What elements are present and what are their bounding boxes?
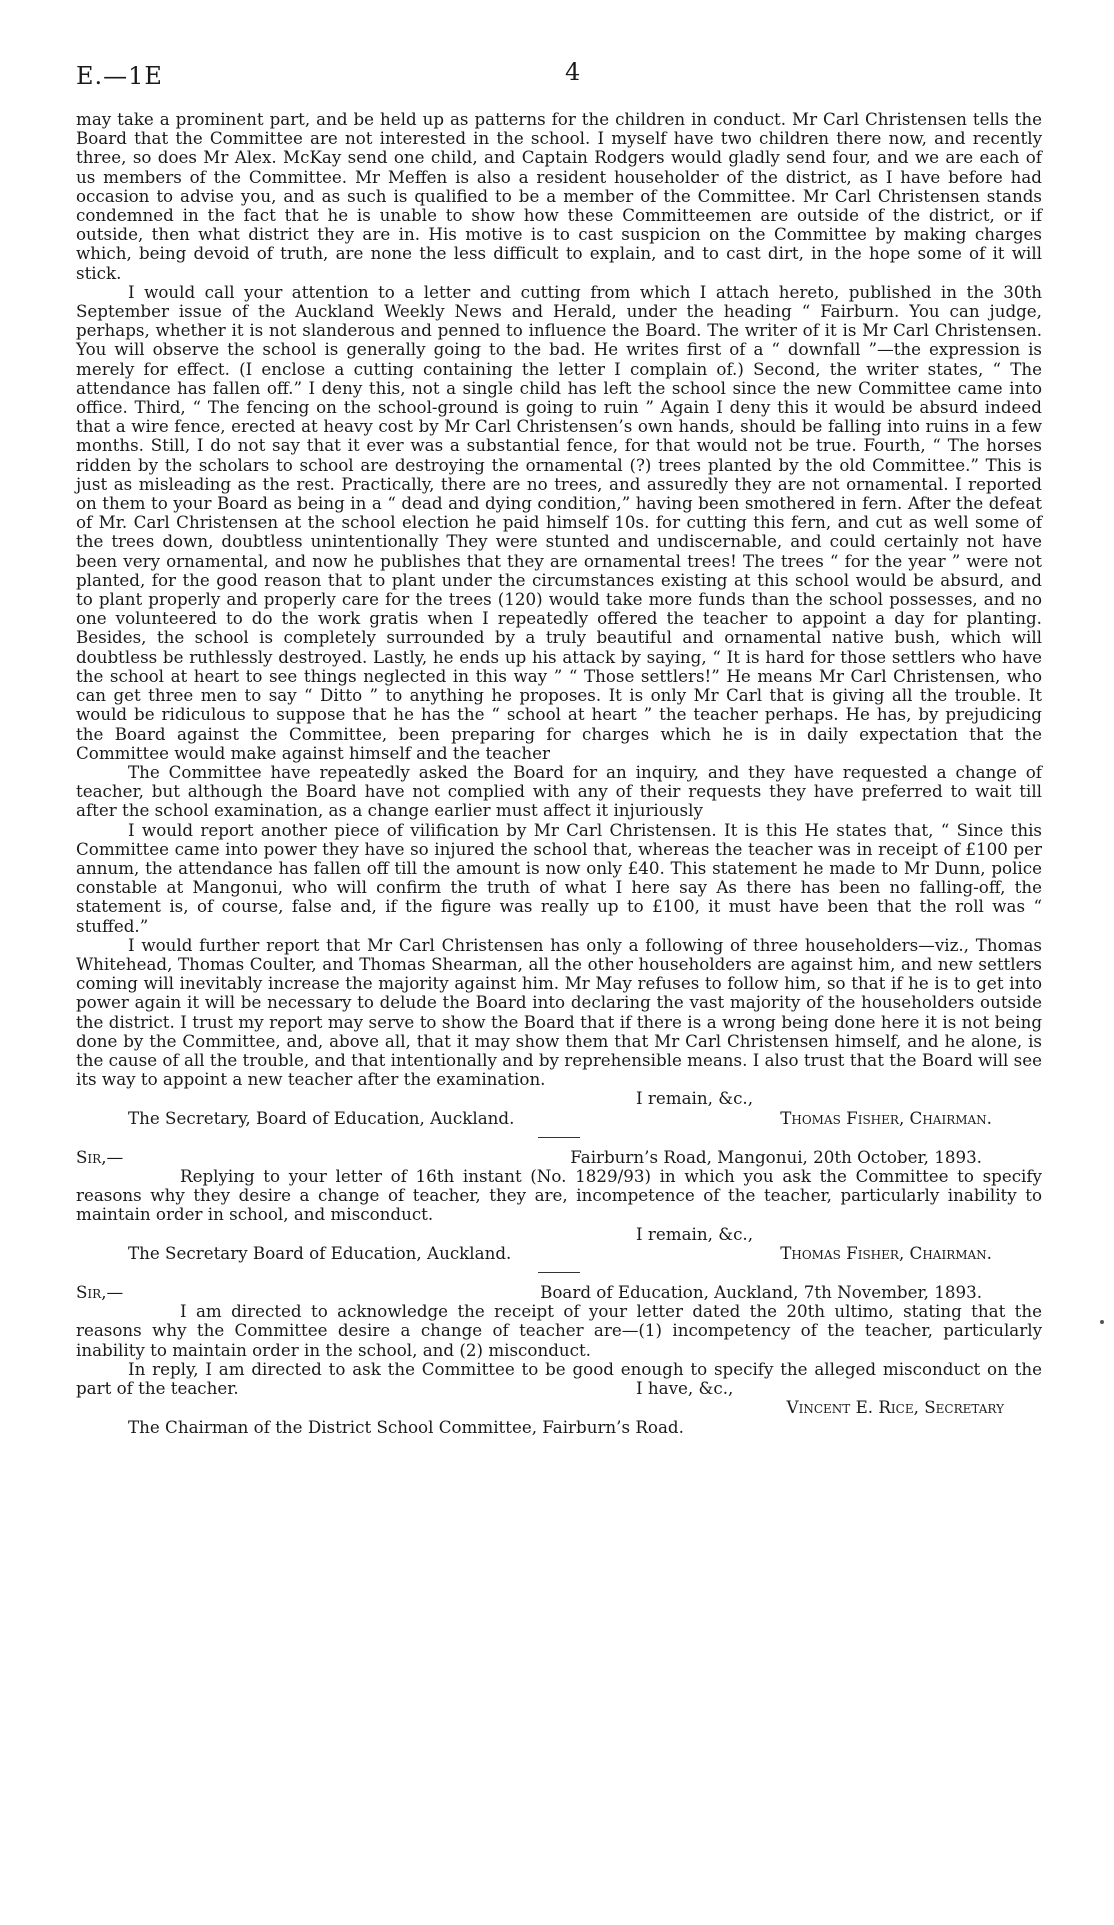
- letter2-salutation: Sir,—: [76, 1146, 124, 1167]
- paragraph-4: I would report another piece of vilification by Mr Carl Christensen. It is this He states that, “ Since this Committee came into power they have so injured the school that, whereas the teacher was in receipt of £100 per annum, the attendance has fallen off till the amount is now only £40. This statement he made to Mr Dunn, police constable at Mangonui, who will confirm the truth of what I here say As there has been no falling-off, the statement is, of course, false and, if the figure was really up to £100, it must have been that the roll was “ stuffed.”: [76, 819, 1042, 936]
- divider-rule: [538, 1137, 580, 1138]
- letter1-addressee: The Secretary, Board of Education, Auckland.: [128, 1107, 515, 1128]
- document-page: [76, 56, 1042, 1437]
- letter1-signoff: [76, 1109, 1042, 1128]
- letter1-signatory: Thomas Fisher, Chairman.: [780, 1107, 992, 1128]
- letter3-addressee: The Chairman of the District School Committee, Fairburn’s Road.: [128, 1416, 684, 1437]
- letter2-signoff: [76, 1244, 1042, 1263]
- letter2-body: Replying to your letter of 16th instant (No. 1829/93) in which you ask the Committee to specify reasons why they desire a change of teacher, they are, incompetence of the teacher, particularly inability to maintain order in school, and misconduct.: [76, 1165, 1042, 1225]
- document-body: [76, 110, 1042, 1437]
- letter2-place-date: Fairburn’s Road, Mangonui, 20th October, 1893.: [570, 1146, 982, 1167]
- margin-dot: [1100, 1320, 1104, 1324]
- paragraph-2: I would call your attention to a letter and cutting from which I attach hereto, published in the 30th September issue of the Auckland Weekly News and Herald, under the heading “ Fairburn. You can judge, perhaps, whether it is not slanderous and penned to influence the Board. The writer of it is Mr Carl Christensen. You will observe the school is generally going to the bad. He writes first of a “ downfall ”—the expression is merely for effect. (I enclose a cutting containing the letter I complain of.) Second, the writer states, “ The attendance has fallen off.” I deny this, not a single child has left the school since the new Committee came into office. Third, “ The fencing on the school-ground is going to ruin ” Again I deny this it would be absurd indeed that a wire fence, erected at heavy cost by Mr Carl Christensen’s own hands, should be falling into ruins in a few months. Still, I do not say that it ever was a substantial fence, for that would not be true. Fourth, “ The horses ridden by the scholars to school are destroying the ornamental (?) trees planted by the old Committee.” This is just as misleading as the rest. Practically, there are no trees, and assuredly they are not ornamental. I reported on them to your Board as being in a “ dead and dying condition,” having been smothered in fern. After the defeat of Mr. Carl Christensen at the school election he paid himself 10s. for cutting this fern, and cut as well some of the trees down, doubtless unintentionally They were stunted and undiscernable, and could certainly not have been very ornamental, and now he publishes that they are ornamental trees! The trees “ for the year ” were not planted, for the good reason that to plant under the circumstances existing at this school would be absurd, and to plant properly and properly care for the trees (120) would take more funds than the school possesses, and no one volunteered to do the work gratis when I repeatedly offered the teacher to appoint a day for planting. Besides, the school is completely surrounded by a truly beautiful and ornamental native bush, which will doubtless be ruthlessly destroyed. Lastly, he ends up his attack by saying, “ It is hard for those settlers who have the school at heart to see things neglected in this way ” “ Those settlers!” He means Mr Carl Christensen, who can get three men to say “ Ditto ” to anything he proposes. It is only Mr Carl that is giving all the trouble. It would be ridiculous to suppose that he has the “ school at heart ” the teacher perhaps. He has, by prejudicing the Board against the Committee, been preparing for charges which he is in daily expectation that the Committee would make against himself and the teacher: [76, 281, 1042, 763]
- letter3-heading: [76, 1283, 1042, 1302]
- letter3-body-1: I am directed to acknowledge the receipt of your letter dated the 20th ultimo, stating that the reasons why the Committee desire a change of teacher are—(1) incompetency of the teacher, particularly inability to maintain order in the school, and (2) misconduct.: [76, 1301, 1042, 1360]
- report-code: E.—1E: [76, 62, 163, 90]
- page-number: 4: [565, 58, 581, 86]
- letter3-place-date: Board of Education, Auckland, 7th November, 1893.: [540, 1281, 982, 1302]
- letter1-remain: I remain, &c.,: [636, 1088, 754, 1109]
- letter3-signatory: Vincent E. Rice, Secretary: [786, 1397, 1004, 1418]
- letter2-signatory: Thomas Fisher, Chairman.: [780, 1242, 992, 1263]
- paragraph-3: The Committee have repeatedly asked the Board for an inquiry, and they have requested a change of teacher, but although the Board have not complied with any of their requests they have preferred to wait till after the school examination, as a change earlier must affect it injuriously: [76, 761, 1042, 821]
- divider-rule: [538, 1272, 580, 1273]
- letter2-heading: [76, 1148, 1042, 1167]
- letter3-have: I have, &c.,: [636, 1378, 734, 1399]
- letter2-remain: I remain, &c.,: [636, 1223, 754, 1244]
- letter3-body-2: In reply, I am directed to ask the Committee to be good enough to specify the alleged misconduct on the part of the teacher.: [76, 1358, 1042, 1398]
- letter2-addressee: The Secretary Board of Education, Auckland.: [128, 1242, 512, 1263]
- paragraph-5: I would further report that Mr Carl Christensen has only a following of three householders—viz., Thomas Whitehead, Thomas Coulter, and Thomas Shearman, all the other householders are against him, and new settlers coming will inevitably increase the majority against him. Mr May refuses to follow him, so that if he is to get into power again it will be necessary to delude the Board into declaring the vast majority of the householders outside the district. I trust my report may serve to show the Board that if there is a wrong being done here it is not being done by the Committee, and, above all, that it may show them that Mr Carl Christensen himself, and he alone, is the cause of all the trouble, and that intentionally and by reprehensible means. I also trust that the Board will see its way to appoint a new teacher after the examination.: [76, 934, 1043, 1090]
- letter3-salutation: Sir,—: [76, 1281, 124, 1302]
- paragraph-1: may take a prominent part, and be held up as patterns for the children in conduct. Mr Carl Christensen tells the Board that the Committee are not interested in the school. I myself have two children there now, and recently three, so does Mr Alex. McKay send one child, and Captain Rodgers would gladly send four, and we are each of us members of the Committee. Mr Meffen is also a resident householder of the district, as I have before had occasion to advise you, and as such is qualified to be a member of the Committee. Mr Carl Christensen stands condemned in the fact that he is unable to show how these Committeemen are outside of the district, or if outside, then what district they are in. His motive is to cast suspicion on the Committee by making charges which, being devoid of truth, are none the less difficult to explain, and to cast dirt, in the hope some of it will stick.: [76, 109, 1042, 283]
- page-header: [76, 56, 1042, 92]
